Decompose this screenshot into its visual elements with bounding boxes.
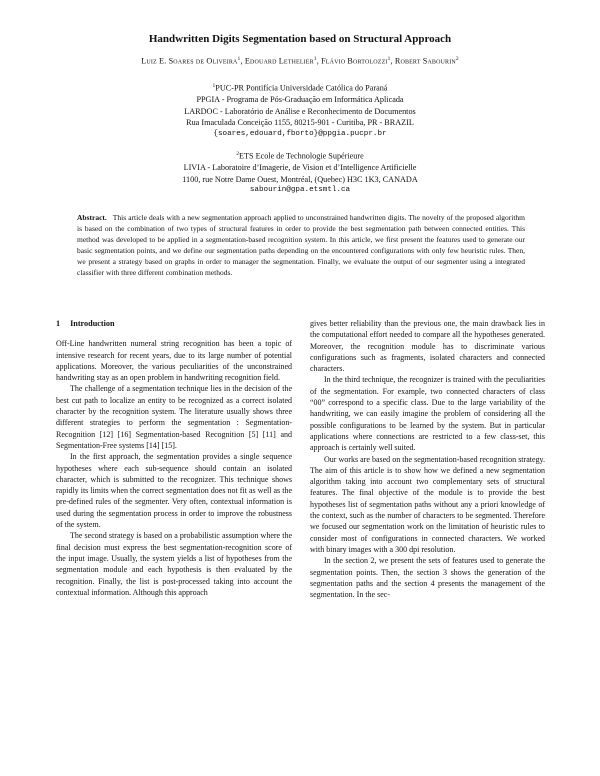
right-column (310, 318, 545, 600)
paragraph: In the section 2, we present the sets of features used to generate the segmentation points. Then, the section 3 shows the generation of the segmentation paths and the section 4 presents the management of the segmentation. In the sec- (310, 556, 545, 600)
author-affiliation-mark: 2 (455, 56, 459, 62)
section-title: Introduction (70, 319, 115, 328)
affiliation-line: Rua Imaculada Conceição 1155, 80215-901 - Curitiba, PR - BRAZIL (186, 118, 414, 128)
affiliation-mark: 2 (236, 151, 239, 157)
paragraph: Off-Line handwritten numeral string recognition has been a topic of intensive research for recent years, due to its large number of potential applications. Moreover, the various peculiarities of the unconstrained handwriting stay as an open problem in handwriting recognition field. (56, 339, 292, 383)
author-affiliation-mark: 1 (237, 56, 241, 62)
left-column (56, 318, 292, 598)
section-heading (56, 318, 292, 329)
author-name: Luiz E. Soares de Oliveira (141, 56, 238, 66)
abstract (77, 212, 525, 279)
author-name: Flávio Bortolozzi (321, 56, 388, 66)
affiliation-line: PPGIA - Programa de Pós-Graduação em Informática Aplicada (196, 95, 404, 105)
affiliation-line: LARDOC - Laboratório de Análise e Reconhecimento de Documentos (184, 106, 416, 116)
affiliation-line: ETS Ecole de Technologie Supérieure (238, 151, 364, 161)
affiliation-2 (0, 149, 600, 197)
section-number: 1 (56, 319, 61, 328)
author-name: Edouard Lethelier (244, 56, 314, 66)
abstract-label: Abstract. (77, 213, 107, 222)
paragraph: gives better reliability than the previous one, the main drawback lies in the computational effort needed to compare all the hypotheses generated. Moreover, the recognition module has to discriminate various configurations such as fragments, isolated characters and connected characters. (310, 319, 545, 374)
affiliation-email: sabourin@gpa.etsmtl.ca (249, 186, 351, 195)
affiliation-line: LIVIA - Laboratoire d’Imagerie, de Vision et d’Intelligence Artificielle (183, 163, 417, 173)
paragraph: Our works are based on the segmentation-based recognition strategy. The aim of this article is to show how we defined a new segmentation algorithm taking into account two complementary sets of structural features. The final objective of the module is to provide the best hypotheses list of segmentation paths without any a priori knowledge of the context, such as the number of characters to be segmented. Therefore we focused our segmentation work on the limitation of heuristic rules to consider most of configurations in connected characters. We worked with binary images with a 300 dpi resolution. (310, 454, 545, 554)
author-list: Luiz E. Soares de Oliveira$^1$, Edouard Lethelier$^1$, Flávio Bortolozzi$^1$, Robert Sabourin$^2$ (141, 56, 459, 66)
paper-title: Handwritten Digits Segmentation based on Structural Approach (148, 33, 452, 45)
paragraph: In the third technique, the recognizer is trained with the peculiarities of the segmentation. For example, two connected characters of class “00” correspond to a specific class. Due to the large variability of the handwriting, we can easily imagine the problem of considering all the possible configurations to be learned by the system. But in particular applications where connections are restricted to a few class-set, this approach is certainly well suited. (310, 375, 545, 453)
paragraph: In the first approach, the segmentation provides a single sequence hypotheses where each sub-sequence should contain an isolated character, which is submitted to the recognizer. This technique shows rapidly its limits when the correct segmentation does not fit as well as the pre-defined rules of the segmenter. Very often, contextual information is used during the segmentation process in order to improve the robustness of the system. (56, 452, 292, 530)
author-name: Robert Sabourin (394, 56, 456, 66)
affiliation-email: {soares,edouard,fborto}@ppgia.pucpr.br (213, 129, 387, 138)
affiliation-line: PUC-PR Pontifícia Universidade Católica do Paraná (215, 83, 388, 93)
author-affiliation-mark: 1 (313, 56, 317, 62)
abstract-text: This article deals with a new segmentation approach applied to unconstrained handwritten digits. The novelty of the proposed algorithm is based on the combination of two types of structural features in order to provide the best segmentation path between connected entities. This method was developed to be applied in a segmentation-based recognition system. In this article, we first present the features used to generate our basic segmentation points, and we define our segmentation paths depending on the encountered configurations with only few heuristic rules. Then, we present a strategy based on graphs in order to manager the segmentation. Finally, we evaluate the output of our segmenter using a integrated classifier with three different combination methods. (77, 213, 525, 278)
paragraph: The second strategy is based on a probabilistic assumption where the final decision must express the best segmentation-recognition score of the input image. Usually, the system yields a list of hypotheses from the segmentation module and each hypothesis is then evaluated by the recognition. Finally, the list is post-processed taking into account the contextual information. Although this approach (56, 531, 292, 597)
affiliation-mark: 1 (212, 83, 216, 89)
paragraph: The challenge of a segmentation technique lies in the decision of the best cut path to localize an entity to be recognized as a correct isolated character by the recognition system. The literature usually shows three different strategies to perform the segmentation : Segmentation-Recognition [12] [16] Segmentation-based Recognition [5] [11] and Segmentation-Free systems [14] [15]. (56, 384, 292, 450)
author-affiliation-mark: 1 (387, 56, 391, 62)
affiliation-1 (0, 81, 600, 140)
affiliation-line: 1100, rue Notre Dame Ouest, Montréal, (Quebec) H3C 1K3, CANADA (182, 174, 418, 184)
